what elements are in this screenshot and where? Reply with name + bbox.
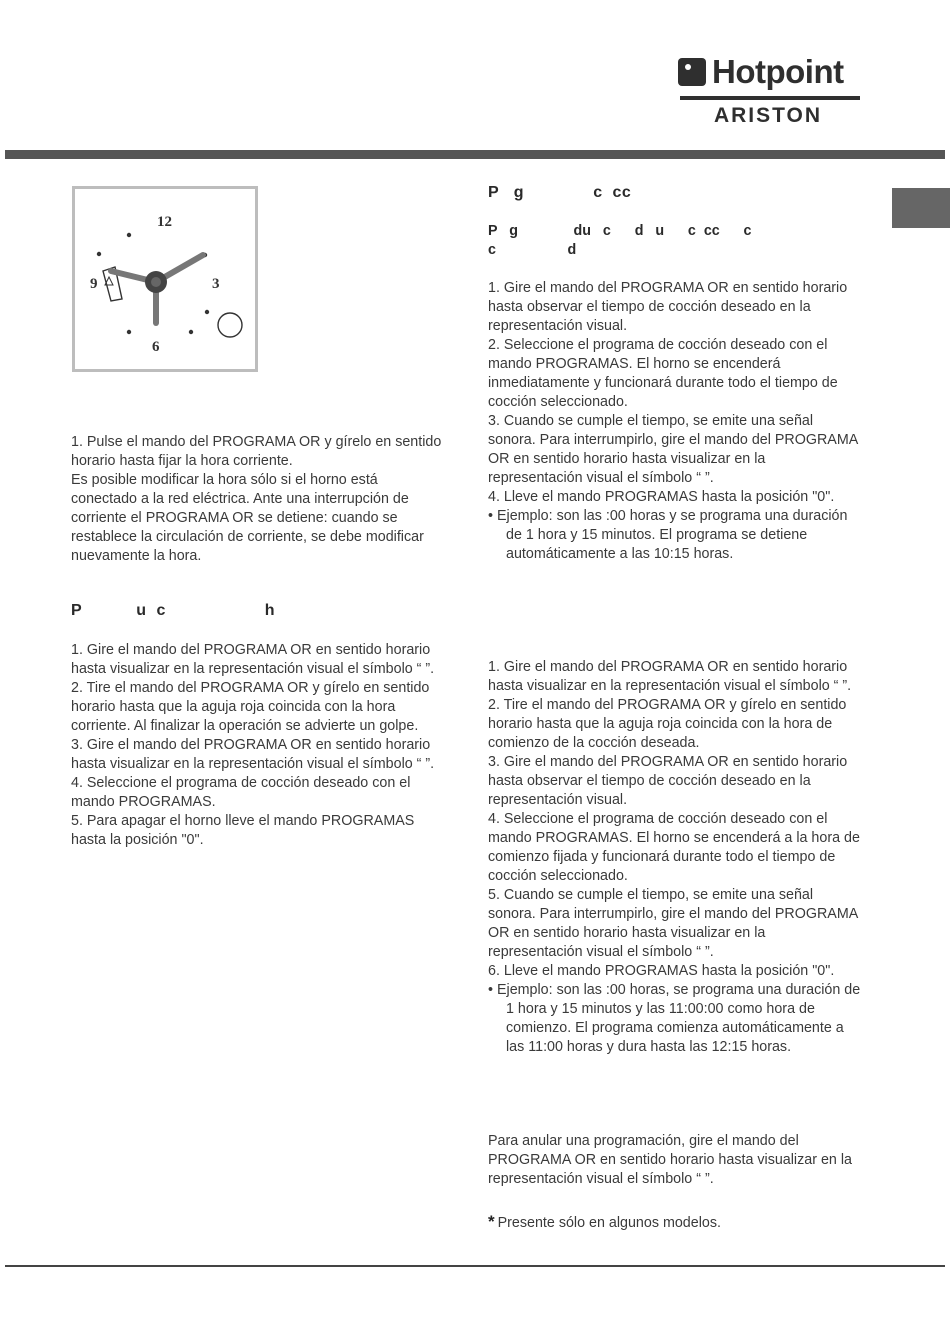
header-band <box>5 150 945 159</box>
left-steps <box>71 641 445 850</box>
left-section-heading: P u c h <box>71 602 276 619</box>
right-steps-2 <box>488 658 862 1057</box>
example-item: • Ejemplo: son las :00 horas y se programa una duración de 1 hora y 15 minutos. El programa se detiene automáticamente a las 10:15 horas. <box>488 508 848 562</box>
clock-dot <box>127 233 131 237</box>
intro-paragraph: 1. Pulse el mando del PROGRAMA OR y gírelo en sentido horario hasta fijar la hora corriente. <box>71 434 442 469</box>
step-item: 4. Seleccione el programa de cocción deseado con el mando PROGRAMAS. El horno se encenderá a la hora de comienzo fijada y funcionará durante todo el tiempo de cocción seleccionado. <box>488 811 860 884</box>
numeral-9: 9 <box>90 276 98 292</box>
right-section-heading: P g c cc <box>488 184 632 201</box>
footnote-text: Presente sólo en algunos modelos. <box>497 1215 721 1231</box>
right-subheading-line2: c d <box>488 242 577 258</box>
right-subheading-line1: P g du c d u c cc c <box>488 223 752 239</box>
step-item: 3. Gire el mando del PROGRAMA OR en sentido horario hasta observar el tiempo de cocción deseado en la representación visual. <box>488 754 848 808</box>
step-item: 6. Lleve el mando PROGRAMAS hasta la posición "0". <box>488 963 835 979</box>
clock-dot <box>189 330 193 334</box>
footer-rule <box>5 1265 945 1267</box>
step-item: 4. Seleccione el programa de cocción deseado con el mando PROGRAMAS. <box>71 775 411 810</box>
brand-name: Hotpoint <box>712 53 844 90</box>
step-item: 2. Seleccione el programa de cocción deseado con el mando PROGRAMAS. El horno se encenderá inmediatamente y funcionará durante todo el tiempo de cocción seleccionado. <box>488 337 838 410</box>
numeral-12: 12 <box>157 214 172 230</box>
step-item: 5. Cuando se cumple el tiempo, se emite una señal sonora. Para interrumpirlo, gire el mando del PROGRAMA OR en sentido horario hasta visualizar en la representación visual el símbolo “ ”. <box>488 887 858 960</box>
brand-sub: ARISTON <box>713 104 823 127</box>
knob-indicator <box>218 313 242 337</box>
logo-mark-icon <box>678 58 706 86</box>
numeral-6: 6 <box>152 339 160 355</box>
asterisk: * <box>488 1212 495 1231</box>
cancel-paragraph <box>488 1132 860 1189</box>
logo-divider <box>680 96 860 100</box>
step-item: 1. Gire el mando del PROGRAMA OR en sentido horario hasta visualizar en la representación visual el símbolo “ ”. <box>71 642 435 677</box>
step-item: 2. Tire el mando del PROGRAMA OR y gírelo en sentido horario hasta que la aguja roja coincida con la hora de comienzo de la cocción deseada. <box>488 697 847 751</box>
intro-paragraph: Es posible modificar la hora sólo si el horno está conectado a la red eléctrica. Ante una interrupción de corriente el PROGRAMA OR se detiene: cuando se restablece la circulación de corriente, se debe modificar nuevamente la hora. <box>71 472 424 564</box>
step-item: 3. Gire el mando del PROGRAMA OR en sentido horario hasta visualizar en la representación visual el símbolo “ ”. <box>71 737 435 772</box>
clock-illustration <box>72 186 258 372</box>
step-item: 5. Para apagar el horno lleve el mando PROGRAMAS hasta la posición "0". <box>71 813 415 848</box>
footnote <box>488 1212 721 1232</box>
clock-dot <box>205 310 209 314</box>
example-item: • Ejemplo: son las :00 horas, se programa una duración de 1 hora y 15 minutos y las 11:00:00 como hora de comienzo. El programa comienza automáticamente a las 11:00 horas y dura hasta las 12:15 horas. <box>488 982 861 1055</box>
cancel-text: Para anular una programación, gire el mando del PROGRAMA OR en sentido horario hasta visualizar en la representación visual el símbolo “ ”. <box>488 1133 852 1187</box>
step-item: 2. Tire el mando del PROGRAMA OR y gírelo en sentido horario hasta que la aguja roja coincida con la hora corriente. Al finalizar la operación se advierte un golpe. <box>71 680 430 734</box>
right-steps-1 <box>488 279 860 564</box>
clock-dot <box>127 330 131 334</box>
step-item: 3. Cuando se cumple el tiempo, se emite una señal sonora. Para interrumpirlo, gire el mando del PROGRAMA OR en sentido horario hasta visualizar en la representación visual el símbolo “ ”. <box>488 413 858 486</box>
clock-dot <box>97 252 101 256</box>
step-item: 1. Gire el mando del PROGRAMA OR en sentido horario hasta visualizar en la representación visual el símbolo “ ”. <box>488 659 852 694</box>
brand-logo <box>678 52 862 128</box>
numeral-3: 3 <box>212 276 220 292</box>
section-tab <box>892 188 950 228</box>
clock-hub-inner <box>151 277 161 287</box>
left-intro <box>71 433 443 566</box>
step-item: 4. Lleve el mando PROGRAMAS hasta la posición "0". <box>488 489 835 505</box>
clock-face <box>75 189 255 369</box>
step-item: 1. Gire el mando del PROGRAMA OR en sentido horario hasta observar el tiempo de cocción deseado en la representación visual. <box>488 280 848 334</box>
